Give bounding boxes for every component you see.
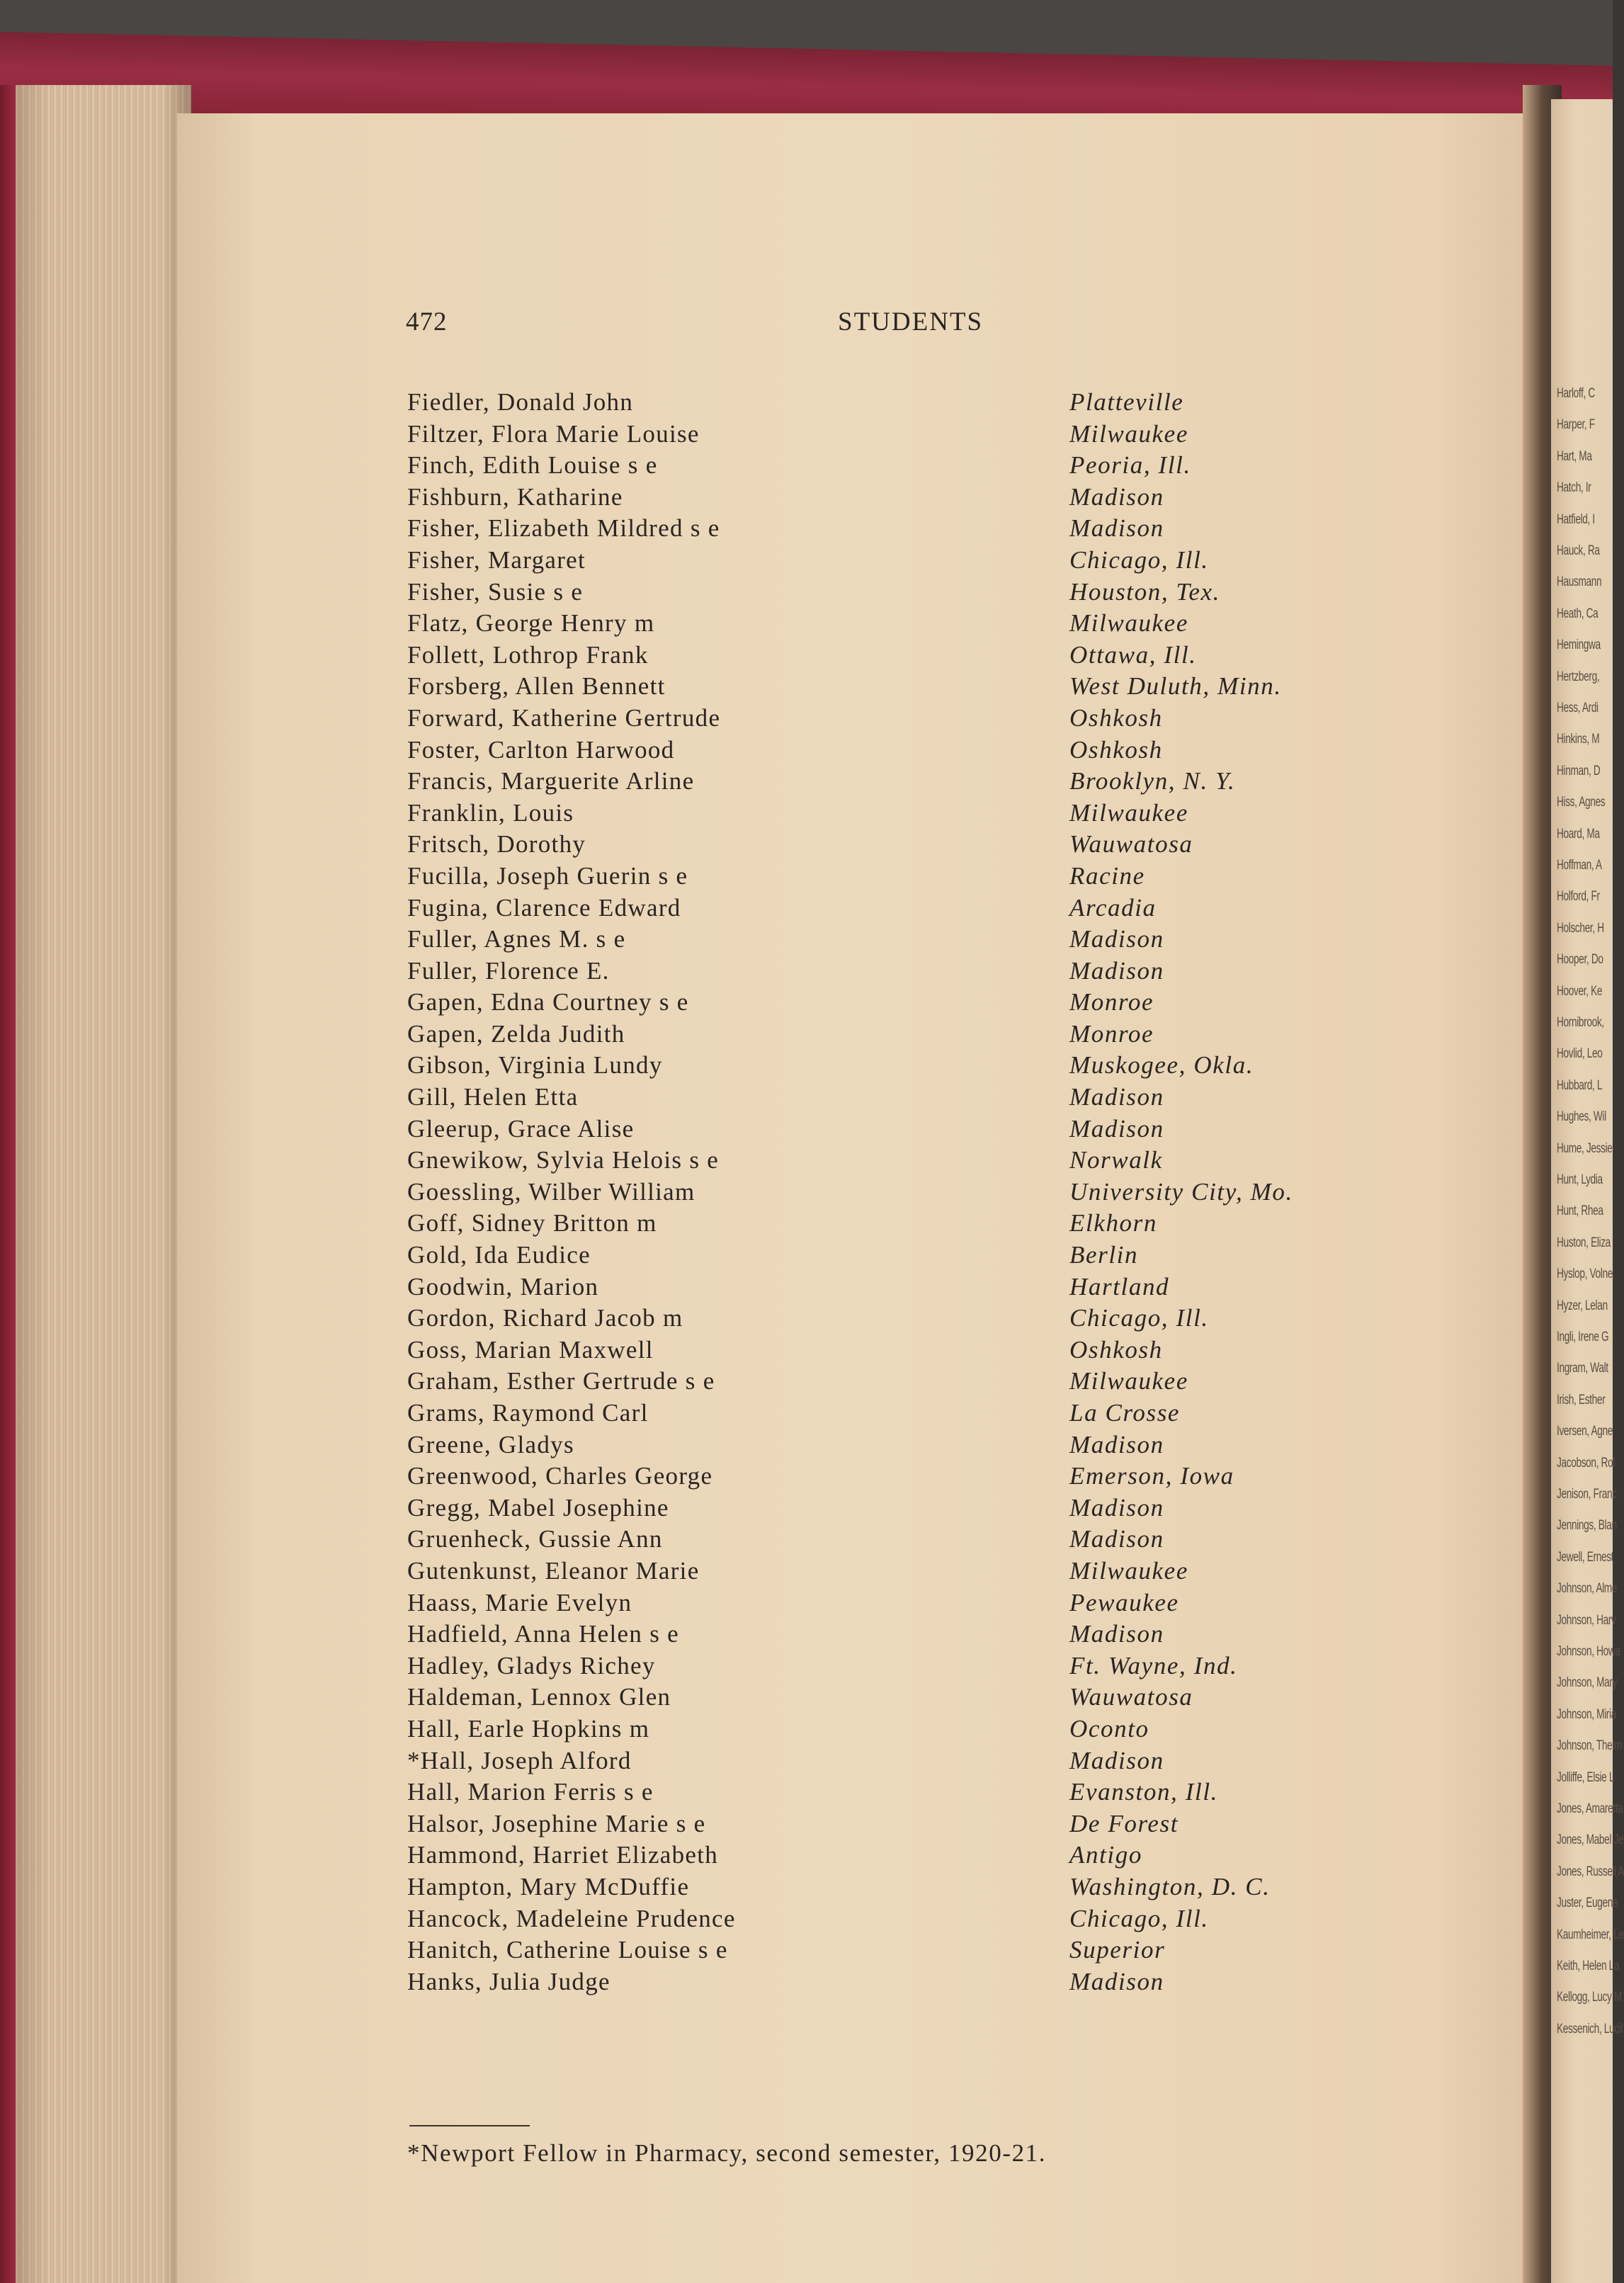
student-entry: [407, 451, 1399, 483]
student-entry: [407, 894, 1399, 926]
facing-page-line: Hemingwa: [1557, 638, 1601, 653]
student-entry: [407, 1715, 1399, 1747]
facing-page-line: Hertzberg,: [1557, 669, 1600, 684]
student-name: Grams, Raymond Carl: [407, 1399, 649, 1427]
student-hometown: Madison: [1069, 482, 1164, 511]
student-name: Gnewikow, Sylvia Helois s e: [407, 1146, 720, 1174]
student-hometown: Oshkosh: [1069, 1335, 1163, 1364]
facing-page-line: Jones, Amaretta: [1557, 1801, 1623, 1816]
student-name: Gill, Helen Etta: [407, 1083, 579, 1111]
student-name: Fiedler, Donald John: [407, 388, 634, 416]
student-name: Gregg, Mabel Josephine: [407, 1493, 669, 1522]
student-hometown: Madison: [1069, 925, 1164, 953]
student-hometown: Madison: [1069, 1620, 1164, 1648]
student-hometown: Ft. Wayne, Ind.: [1069, 1651, 1238, 1679]
student-hometown: Oshkosh: [1069, 703, 1163, 732]
student-name: Franklin, Louis: [407, 798, 574, 827]
student-hometown: Superior: [1069, 1936, 1166, 1964]
facing-page-line: Jewell, Ernest: [1557, 1549, 1614, 1565]
student-name: Gibson, Virginia Lundy: [407, 1051, 663, 1080]
facing-page-line: Hoard, Ma: [1557, 826, 1600, 842]
student-hometown: Elkhorn: [1069, 1209, 1157, 1237]
facing-page-line: Jacobson, Rol: [1557, 1455, 1616, 1471]
facing-page-line: Jennings, Blan: [1557, 1518, 1617, 1534]
facing-page-line: Huston, Eliza: [1557, 1235, 1611, 1250]
student-hometown: Monroe: [1069, 1019, 1154, 1048]
facing-page-line: Hauck, Ra: [1557, 543, 1600, 558]
student-name: Filtzer, Flora Marie Louise: [407, 419, 700, 448]
student-hometown: Madison: [1069, 1967, 1164, 1995]
student-hometown: Milwaukee: [1069, 798, 1188, 827]
student-hometown: Oconto: [1069, 1714, 1149, 1743]
facing-page-line: Holford, Fr: [1557, 889, 1600, 905]
facing-page-line: Keith, Helen La: [1557, 1959, 1620, 1973]
footnote: *Newport Fellow in Pharmacy, second semester, 1920-21.: [407, 2139, 1047, 2167]
facing-page-line: Jenison, Franc: [1557, 1487, 1617, 1502]
student-entry: [407, 1652, 1399, 1684]
student-hometown: Emerson, Iowa: [1069, 1462, 1234, 1490]
student-name: Hancock, Madeleine Prudence: [407, 1904, 736, 1932]
student-hometown: University City, Mo.: [1069, 1177, 1293, 1206]
student-entry: [407, 1431, 1399, 1463]
student-name: Goss, Marian Maxwell: [407, 1335, 654, 1364]
facing-page-line: Johnson, Thelm: [1557, 1738, 1623, 1754]
student-name: Haldeman, Lennox Glen: [407, 1683, 671, 1711]
student-entry: [407, 1051, 1399, 1083]
student-entry: [407, 1241, 1399, 1273]
student-hometown: Chicago, Ill.: [1069, 1304, 1209, 1332]
student-name: Foster, Carlton Harwood: [407, 735, 675, 764]
student-entry: [407, 1683, 1399, 1715]
student-entry: [407, 957, 1399, 989]
facing-page-line: Johnson, Mary: [1557, 1675, 1618, 1691]
student-entry: [407, 1810, 1399, 1842]
student-entry: [407, 546, 1399, 578]
student-hometown: Wauwatosa: [1069, 830, 1193, 859]
student-name: Fisher, Elizabeth Mildred s e: [407, 514, 720, 543]
student-entry: [407, 704, 1399, 736]
student-entry: [407, 1304, 1399, 1336]
student-entry: [407, 672, 1399, 704]
student-name: Flatz, George Henry m: [407, 609, 655, 638]
student-hometown: Pewaukee: [1069, 1588, 1179, 1616]
student-hometown: Madison: [1069, 514, 1164, 543]
student-hometown: Berlin: [1069, 1241, 1139, 1269]
student-entry: [407, 1905, 1399, 1937]
student-entry: [407, 1083, 1399, 1115]
student-entry: [407, 1589, 1399, 1621]
student-hometown: La Crosse: [1069, 1399, 1181, 1427]
student-entry: [407, 1747, 1399, 1779]
student-entry: [407, 830, 1399, 862]
facing-page-line: Hoover, Ke: [1557, 983, 1603, 999]
spine-edge: [0, 85, 16, 2283]
facing-page-line: Hinkins, M: [1557, 732, 1600, 747]
facing-page-line: Hunt, Rhea: [1557, 1203, 1603, 1219]
student-entry: [407, 1146, 1399, 1178]
student-hometown: Madison: [1069, 956, 1164, 985]
student-entry: [407, 1209, 1399, 1241]
student-hometown: West Duluth, Minn.: [1069, 672, 1282, 701]
student-hometown: Milwaukee: [1069, 1367, 1188, 1395]
student-name: Fritsch, Dorothy: [407, 830, 586, 859]
page-number: 472: [406, 307, 448, 336]
student-name: Halsor, Josephine Marie s e: [407, 1809, 706, 1837]
student-hometown: Antigo: [1069, 1841, 1142, 1869]
facing-page-line: Hunt, Lydia: [1557, 1172, 1603, 1187]
student-name: Gruenheck, Gussie Ann: [407, 1525, 663, 1553]
facing-page-line: Jolliffe, Elsie L: [1557, 1769, 1615, 1785]
facing-page-line: Harper, F: [1557, 417, 1595, 433]
student-name: Fuller, Agnes M. s e: [407, 925, 626, 953]
facing-page-line: Heath, Ca: [1557, 606, 1599, 621]
student-entry: [407, 1968, 1399, 2000]
facing-page-line: Hubbard, L: [1557, 1077, 1603, 1093]
facing-page-line: Kaumheimer, Le: [1557, 1927, 1624, 1942]
facing-page-line: Hinman, D: [1557, 763, 1601, 778]
student-name: Gleerup, Grace Alise: [407, 1114, 635, 1143]
facing-page-line: Hughes, Wil: [1557, 1109, 1606, 1125]
facing-page-line: Hatch, Ir: [1557, 480, 1591, 496]
student-hometown: Platteville: [1069, 388, 1184, 416]
student-entry: [407, 609, 1399, 641]
facing-page-line: Johnson, Harv: [1557, 1612, 1616, 1628]
running-title: STUDENTS: [838, 307, 984, 336]
facing-page-line: Johnson, Miria: [1557, 1706, 1616, 1722]
student-name: Haass, Marie Evelyn: [407, 1588, 632, 1616]
student-name: Hall, Earle Hopkins m: [407, 1714, 650, 1743]
student-name: Gold, Ida Eudice: [407, 1241, 591, 1269]
student-name: Goodwin, Marion: [407, 1272, 599, 1301]
student-name: Hammond, Harriet Elizabeth: [407, 1841, 719, 1869]
facing-page-line: Holscher, H: [1557, 920, 1604, 936]
student-name: Fishburn, Katharine: [407, 482, 623, 511]
student-entry: [407, 736, 1399, 768]
footnote-rule: [409, 2125, 530, 2126]
facing-page-line: Johnson, Alme: [1557, 1581, 1618, 1597]
student-entry: [407, 925, 1399, 957]
student-entry: [407, 1367, 1399, 1399]
student-hometown: Muskogee, Okla.: [1069, 1051, 1254, 1080]
facing-page-line: Ingram, Walt: [1557, 1361, 1608, 1376]
facing-page-line: Harloff, C: [1557, 386, 1595, 401]
student-hometown: Evanston, Ill.: [1069, 1778, 1219, 1806]
student-hometown: Milwaukee: [1069, 419, 1188, 448]
student-entry: [407, 1462, 1399, 1494]
student-name: Hanitch, Catherine Louise s e: [407, 1936, 728, 1964]
student-entry: [407, 1399, 1399, 1431]
student-entry: [407, 1273, 1399, 1305]
student-entry: [407, 420, 1399, 452]
student-entry: [407, 988, 1399, 1020]
student-hometown: Monroe: [1069, 988, 1154, 1016]
student-name: Graham, Esther Gertrude s e: [407, 1367, 715, 1395]
facing-page-line: Hart, Ma: [1557, 448, 1592, 464]
student-hometown: Norwalk: [1069, 1146, 1163, 1174]
student-entry: [407, 1557, 1399, 1589]
facing-page-line: Ingli, Irene G: [1557, 1330, 1609, 1344]
student-hometown: Houston, Tex.: [1069, 577, 1220, 606]
facing-page-line: Hyslop, Volne: [1557, 1267, 1613, 1282]
student-name: Francis, Marguerite Arline: [407, 767, 695, 795]
student-name: Fisher, Susie s e: [407, 577, 584, 606]
student-entry: [407, 388, 1399, 420]
facing-page-line: Irish, Esther: [1557, 1392, 1606, 1407]
facing-page-line: Hatfield, I: [1557, 511, 1595, 527]
student-name: Gapen, Edna Courtney s e: [407, 988, 689, 1016]
facing-page-line: Hornibrook,: [1557, 1015, 1604, 1030]
facing-page-line: Hiss, Agnes: [1557, 795, 1606, 810]
student-entry: [407, 1494, 1399, 1526]
facing-page-line: Hyzer, Lelan: [1557, 1298, 1608, 1313]
student-name: Finch, Edith Louise s e: [407, 451, 658, 480]
student-name: Follett, Lothrop Frank: [407, 640, 649, 669]
student-entry: [407, 1873, 1399, 1905]
student-hometown: De Forest: [1069, 1809, 1179, 1837]
student-name: Greene, Gladys: [407, 1430, 574, 1458]
student-entry: [407, 1336, 1399, 1368]
student-entry: [407, 1778, 1399, 1810]
student-entry: [407, 1115, 1399, 1147]
student-name: Hall, Marion Ferris s e: [407, 1778, 654, 1806]
student-entry: [407, 641, 1399, 673]
student-hometown: Milwaukee: [1069, 1556, 1188, 1585]
student-list: [407, 388, 1399, 1999]
student-entry: [407, 1841, 1399, 1873]
student-entry: [407, 514, 1399, 546]
student-hometown: Hartland: [1069, 1272, 1170, 1301]
student-name: Hadley, Gladys Richey: [407, 1651, 656, 1679]
student-name: Greenwood, Charles George: [407, 1462, 713, 1490]
facing-page-line: Jones, Mabel Je: [1557, 1832, 1624, 1848]
student-name: Forsberg, Allen Bennett: [407, 672, 666, 701]
facing-page-line: Kessenich, Lucil: [1557, 2021, 1623, 2036]
student-name: Hampton, Mary McDuffie: [407, 1872, 690, 1900]
student-name: Hadfield, Anna Helen s e: [407, 1620, 680, 1648]
student-hometown: Ottawa, Ill.: [1069, 640, 1197, 669]
student-hometown: Madison: [1069, 1114, 1164, 1143]
facing-page-line: Hovlid, Leo: [1557, 1046, 1603, 1062]
facing-page-line: Juster, Eugene: [1557, 1896, 1618, 1911]
student-name: Hanks, Julia Judge: [407, 1967, 611, 1995]
student-entry: [407, 862, 1399, 894]
facing-page-line: Iversen, Agne: [1557, 1424, 1613, 1439]
facing-page-line: Hooper, Do: [1557, 952, 1603, 968]
student-hometown: Madison: [1069, 1493, 1164, 1522]
student-name: Forward, Katherine Gertrude: [407, 703, 721, 732]
student-entry: [407, 799, 1399, 831]
student-hometown: Madison: [1069, 1746, 1164, 1774]
student-entry: [407, 767, 1399, 799]
student-name: Fugina, Clarence Edward: [407, 893, 681, 922]
facing-page-line: Hess, Ardi: [1557, 701, 1599, 715]
student-entry: [407, 1020, 1399, 1052]
facing-page-line: Johnson, Howa: [1557, 1644, 1620, 1659]
student-entry: [407, 1620, 1399, 1652]
student-hometown: Madison: [1069, 1430, 1164, 1458]
student-name: Fucilla, Joseph Guerin s e: [407, 861, 688, 890]
facing-page-line: Jones, Russell A: [1557, 1864, 1624, 1879]
facing-page-line: Hoffman, A: [1557, 858, 1602, 873]
student-name: Gapen, Zelda Judith: [407, 1019, 625, 1048]
student-name: Fuller, Florence E.: [407, 956, 610, 985]
student-hometown: Oshkosh: [1069, 735, 1163, 764]
page-edges-shadow: [0, 85, 191, 2283]
student-entry: [407, 578, 1399, 610]
student-hometown: Wauwatosa: [1069, 1683, 1193, 1711]
student-hometown: Chicago, Ill.: [1069, 1904, 1209, 1932]
student-name: Gordon, Richard Jacob m: [407, 1304, 683, 1332]
facing-page-line: Hume, Jessie: [1557, 1140, 1613, 1156]
student-hometown: Chicago, Ill.: [1069, 545, 1209, 574]
student-name: *Hall, Joseph Alford: [407, 1746, 632, 1774]
student-name: Goessling, Wilber William: [407, 1177, 695, 1206]
student-hometown: Racine: [1069, 861, 1145, 890]
student-name: Goff, Sidney Britton m: [407, 1209, 657, 1237]
student-hometown: Milwaukee: [1069, 609, 1188, 638]
student-entry: [407, 1525, 1399, 1557]
facing-page-line: Kellogg, Lucy M: [1557, 1990, 1622, 2005]
student-name: Gutenkunst, Eleanor Marie: [407, 1556, 700, 1585]
student-hometown: Arcadia: [1069, 893, 1157, 922]
student-entry: [407, 483, 1399, 515]
student-hometown: Brooklyn, N. Y.: [1069, 767, 1236, 795]
student-entry: [407, 1936, 1399, 1968]
student-hometown: Washington, D. C.: [1069, 1872, 1271, 1900]
facing-page-line: Hausmann: [1557, 574, 1602, 590]
student-entry: [407, 1178, 1399, 1210]
facing-page: [1551, 99, 1624, 2283]
student-hometown: Madison: [1069, 1525, 1164, 1553]
student-hometown: Madison: [1069, 1083, 1164, 1111]
student-hometown: Peoria, Ill.: [1069, 451, 1191, 480]
student-name: Fisher, Margaret: [407, 545, 586, 574]
